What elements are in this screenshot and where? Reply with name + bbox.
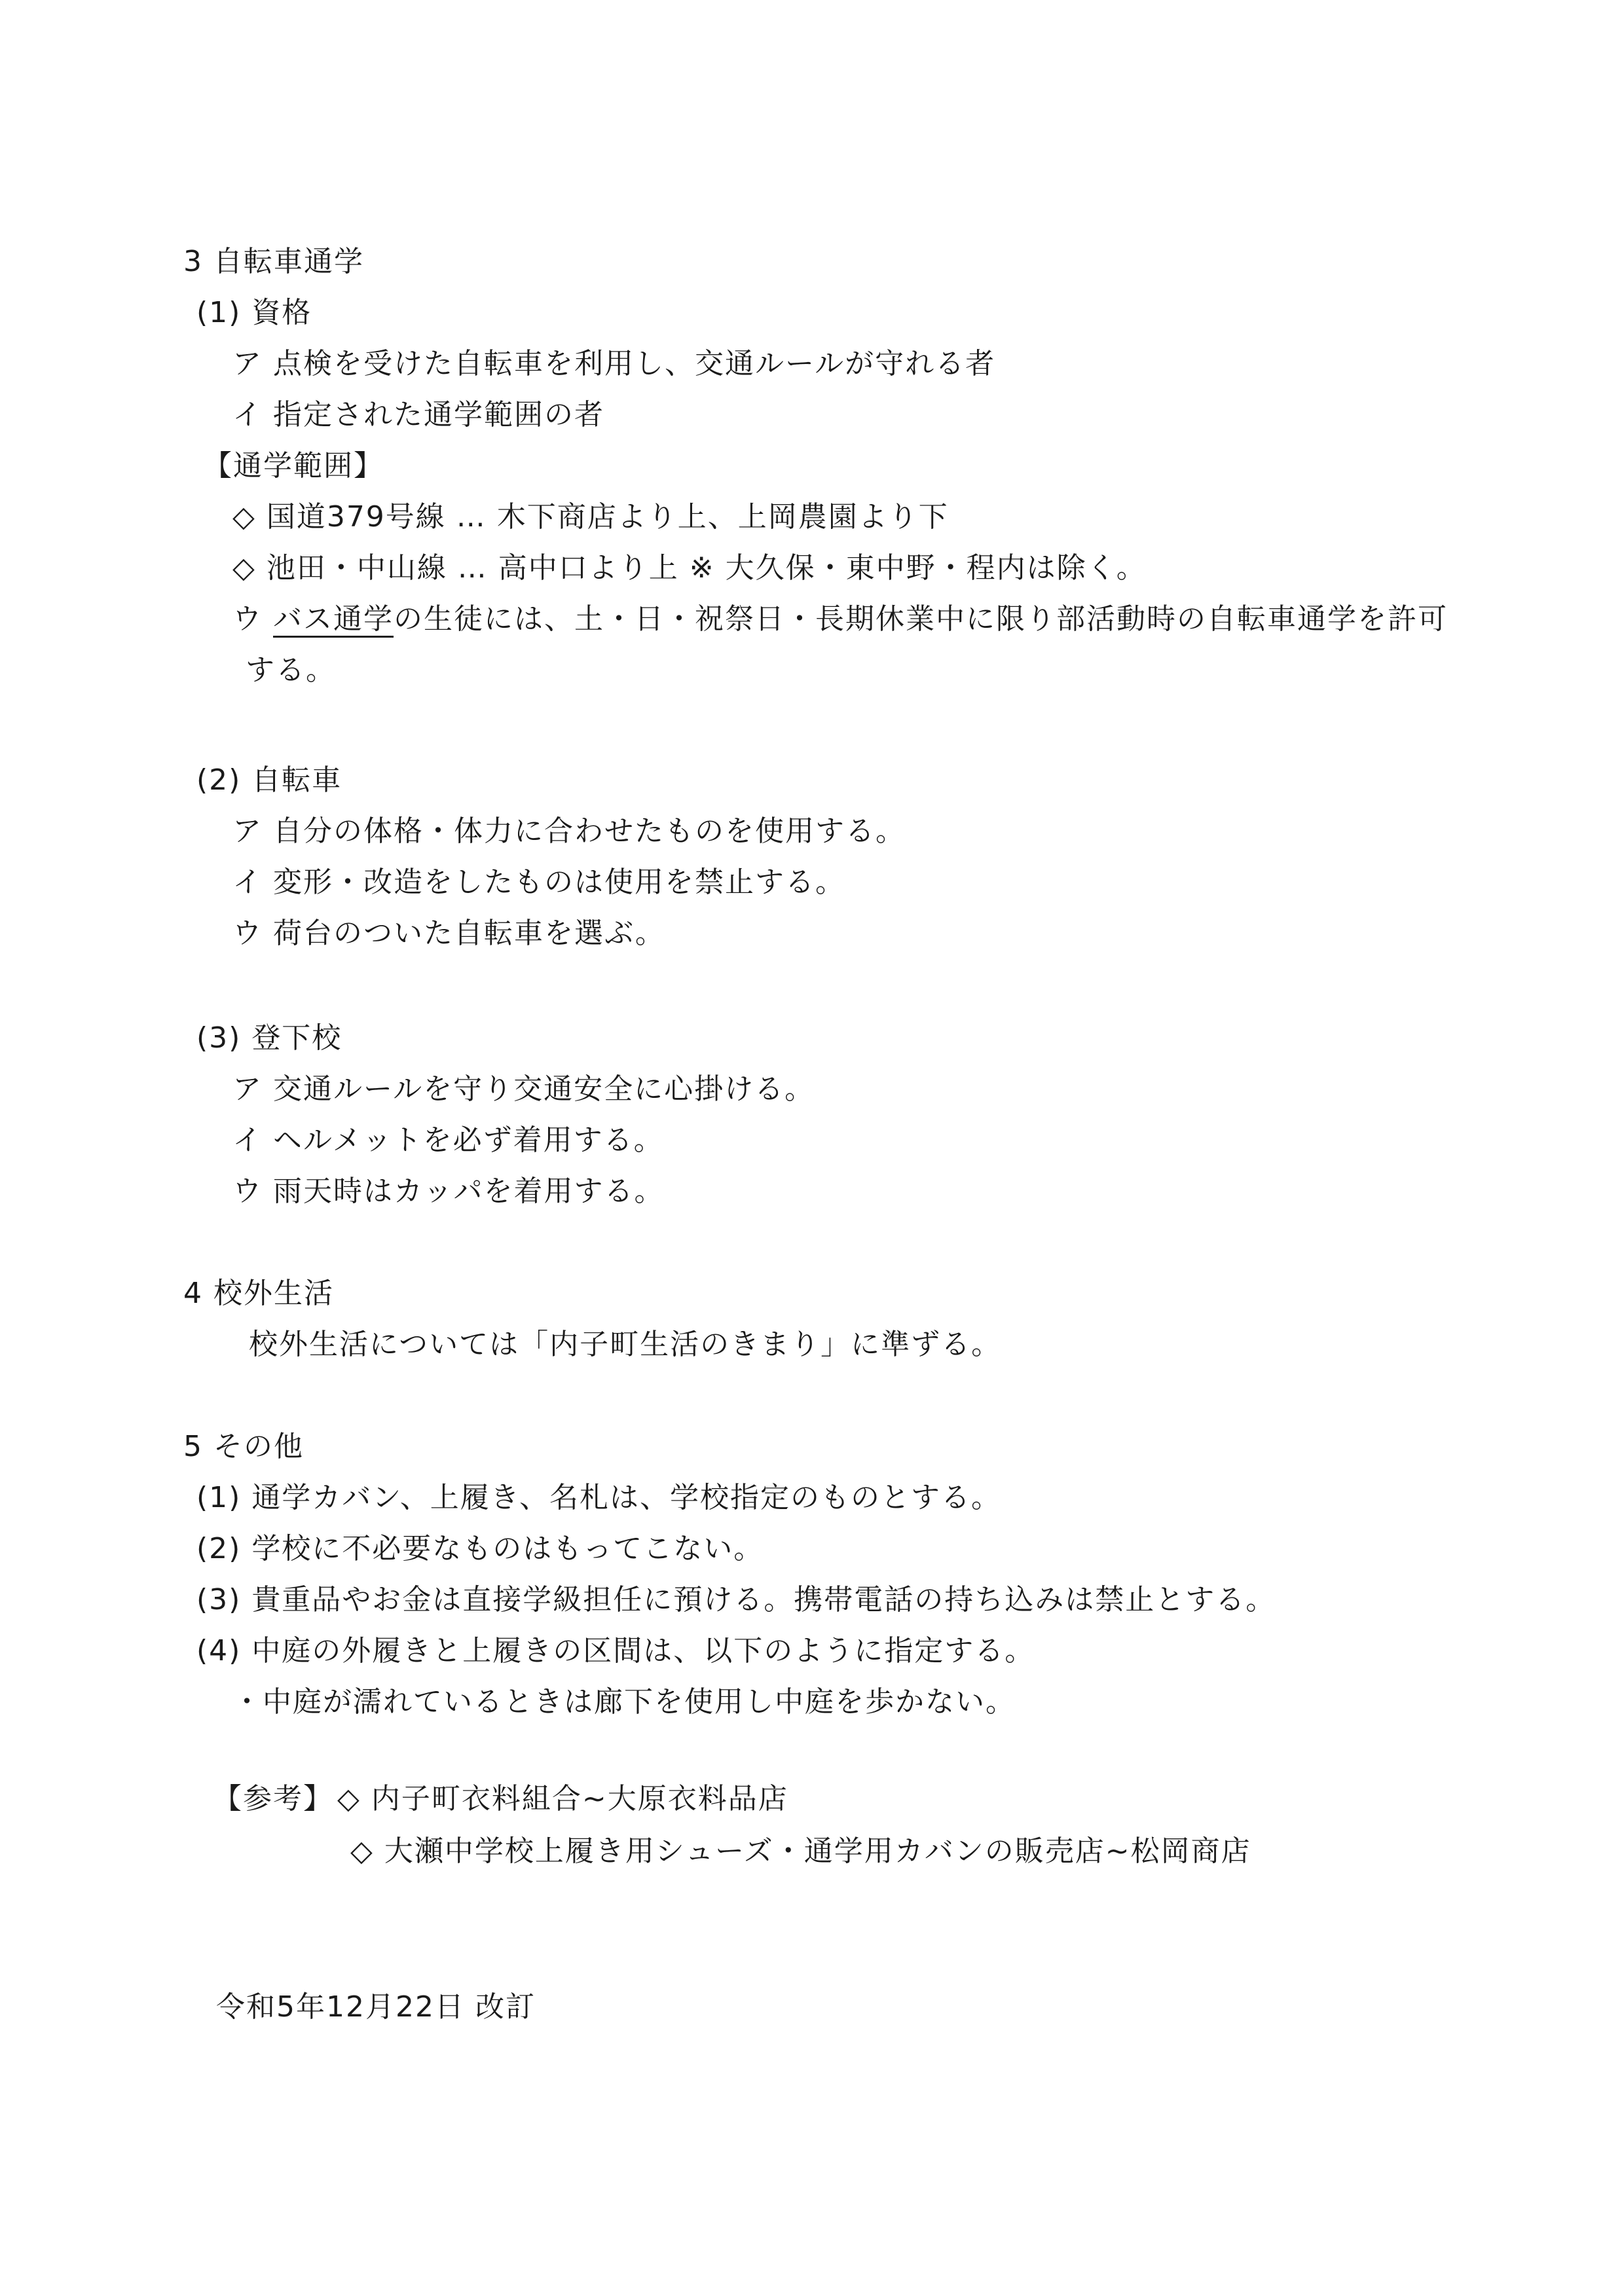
section4-body: 校外生活については「内子町生活のきまり」に準ずる。 [249, 1328, 1002, 1361]
sub3-title: (3) 登下校 [196, 1021, 342, 1055]
section5-item-2: (2) 学校に不必要なものはもってこない。 [196, 1532, 764, 1565]
reference-line-1: ◇ 内子町衣料組合~大原衣料品店 [337, 1782, 788, 1815]
range-heading: 【通学範囲】 [203, 449, 384, 483]
sub1-item-u-rest: の生徒には、土・日・祝祭日・長期休業中に限り部活動時の自転車通学を許可 [394, 602, 1448, 636]
section5-item-4: (4) 中庭の外履きと上履きの区間は、以下のように指定する。 [196, 1634, 1035, 1667]
range-item-2: ◇ 池田・中山線 … 高中口より上 ※ 大久保・東中野・程内は除く。 [232, 551, 1147, 585]
sub3-item-i: イ ヘルメットを必ず着用する。 [232, 1123, 664, 1157]
bus-commute-underlined: バス通学 [273, 602, 394, 638]
section5-item-4-note: ・中庭が濡れているときは廊下を使用し中庭を歩かない。 [232, 1685, 1016, 1719]
sub3-item-u: ウ 雨天時はカッパを着用する。 [232, 1175, 665, 1208]
sub1-item-u-continued: する。 [246, 653, 336, 687]
sub1-item-u-prefix: ウ [232, 602, 273, 636]
section5-item-3: (3) 貴重品やお金は直接学級担任に預ける。携帯電話の持ち込みは禁止とする。 [196, 1583, 1276, 1616]
sub2-item-i: イ 変形・改造をしたものは使用を禁止する。 [232, 866, 845, 899]
sub2-title: (2) 自転車 [196, 763, 342, 797]
section4-heading: 4 校外生活 [183, 1277, 334, 1310]
range-item-1: ◇ 国道379号線 … 木下商店より上、上岡農園より下 [232, 500, 949, 534]
section5-item-1: (1) 通学カバン、上履き、名札は、学校指定のものとする。 [196, 1481, 1002, 1514]
sub1-item-i: イ 指定された通学範囲の者 [232, 398, 604, 431]
revision-date: 令和5年12月22日 改訂 [216, 1990, 536, 2024]
section5-heading: 5 その他 [183, 1430, 304, 1463]
section3-heading: 3 自転車通学 [183, 245, 364, 278]
sub1-item-a: ア 点検を受けた自転車を利用し、交通ルールが守れる者 [232, 347, 996, 380]
sub2-item-a: ア 自分の体格・体力に合わせたものを使用する。 [232, 814, 906, 848]
sub1-title: (1) 資格 [196, 296, 312, 329]
sub2-item-u: ウ 荷台のついた自転車を選ぶ。 [232, 917, 665, 950]
reference-line-2: ◇ 大瀬中学校上履き用シューズ・通学用カバンの販売店~松岡商店 [350, 1834, 1251, 1868]
reference-label: 【参考】 [213, 1782, 333, 1815]
sub1-item-u [232, 601, 1448, 638]
sub3-item-a: ア 交通ルールを守り交通安全に心掛ける。 [232, 1072, 815, 1106]
